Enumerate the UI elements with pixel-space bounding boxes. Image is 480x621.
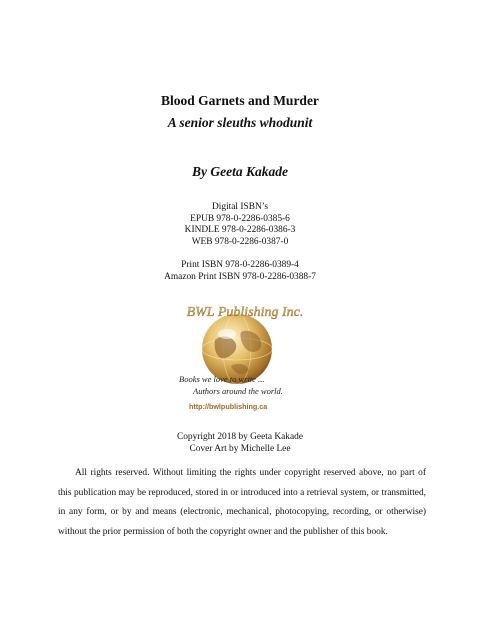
kindle-isbn: KINDLE 978-0-2286-0386-3: [184, 225, 296, 236]
web-isbn: WEB 978-0-2286-0387-0: [191, 236, 289, 247]
publisher-logo: [175, 294, 309, 414]
copyright-block: [0, 432, 480, 455]
print-isbn: Print ISBN 978-0-2286-0389-4: [181, 260, 299, 270]
author-line: By Geeta Kakade: [192, 164, 288, 179]
cover-art-credit: Cover Art by Michelle Lee: [189, 443, 291, 454]
logo-publisher-name: BWL Publishing Inc.: [186, 305, 304, 320]
amazon-print-isbn: Amazon Print ISBN 978-0-2286-0388-7: [164, 271, 316, 282]
epub-isbn: EPUB 978-0-2286-0385-6: [190, 213, 290, 224]
rights-paragraph: All rights reserved. Without limiting the rights under copyright reserved above, no part of this publication may be reproduced, stored in or introduced into a retrieval system, or transmitted, in any form, or by and means (electronic, mechanical, photocopying, recording, or otherwise) without the prior permission of both the copyright owner and the publisher of this book.: [58, 468, 426, 537]
copyright-line: Copyright 2018 by Geeta Kakade: [176, 432, 303, 442]
book-title: Blood Garnets and Murder: [161, 93, 319, 108]
logo-tagline-2: Authors around the world.: [193, 386, 283, 396]
print-isbn-block: [0, 260, 480, 283]
book-subtitle: A senior sleuths whodunit: [167, 115, 313, 130]
logo-tagline-1: Books we love to write ...: [179, 374, 265, 384]
digital-isbn-heading: Digital ISBN’s: [212, 202, 268, 212]
logo-url: http://bwlpublishing.ca: [189, 402, 268, 411]
digital-isbn-block: [0, 202, 480, 248]
